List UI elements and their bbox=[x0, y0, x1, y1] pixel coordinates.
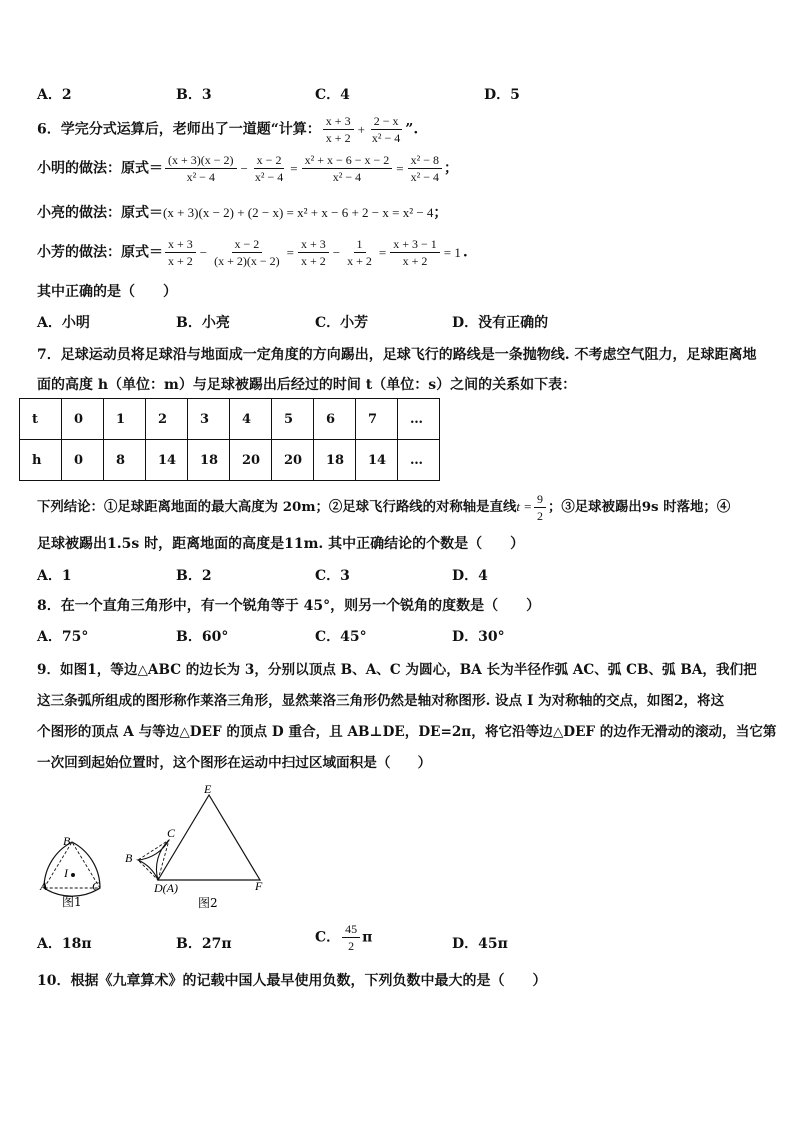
fraction-denominator: x + 2 bbox=[168, 254, 193, 268]
table-cell: t bbox=[20, 399, 62, 440]
fraction-numerator: x + 3 bbox=[323, 114, 354, 130]
q10-stem: 10．根据《九章算术》的记载中国人最早使用负数，下列负数中最大的是（ ） bbox=[37, 973, 547, 989]
fraction-denominator: x² − 4 bbox=[254, 170, 284, 184]
reuleaux-shape bbox=[138, 840, 169, 880]
q5-option-c: C．4 bbox=[315, 87, 350, 103]
figure-2-caption: 图2 bbox=[198, 896, 218, 910]
plus-sign: + bbox=[357, 121, 365, 137]
result: = 1 bbox=[443, 244, 461, 260]
label-b: B bbox=[63, 834, 71, 848]
table-cell: … bbox=[398, 440, 440, 481]
fraction bbox=[534, 492, 546, 523]
q7-stem-line2: 面的高度 h（单位：m）与足球被踢出后经过的时间 t（单位：s）之间的关系如下表： bbox=[37, 377, 577, 393]
fraction-numerator: x + 3 bbox=[165, 237, 196, 253]
q7-option-b: B．2 bbox=[176, 568, 212, 584]
q7-stem-line1: 7．足球运动员将足球沿与地面成一定角度的方向踢出，足球飞行的路线是一条抛物线. 不考虑空气阻力，足球距离地 bbox=[37, 347, 757, 363]
pi-symbol: π bbox=[362, 929, 373, 946]
q6-question: 其中正确的是（ ） bbox=[37, 284, 177, 300]
table-cell: 8 bbox=[104, 440, 146, 481]
table-cell: 20 bbox=[272, 440, 314, 481]
fraction-denominator: x² − 4 bbox=[410, 170, 439, 184]
method-label: 小明的做法：原式＝ bbox=[37, 160, 163, 177]
q6-stem-suffix: ”. bbox=[405, 121, 419, 138]
q7-option-d: D．4 bbox=[452, 568, 488, 584]
table-cell: 0 bbox=[62, 440, 104, 481]
q9-option-c bbox=[315, 922, 372, 953]
q7-stem-line4: 足球被踢出1.5s 时，距离地面的高度是11m. 其中正确结论的个数是（ ） bbox=[37, 536, 525, 552]
table-cell: 5 bbox=[272, 399, 314, 440]
fraction bbox=[408, 153, 442, 184]
table-cell: 14 bbox=[356, 440, 398, 481]
table-cell: 1 bbox=[104, 399, 146, 440]
table-cell: 18 bbox=[314, 440, 356, 481]
q8-stem: 8．在一个直角三角形中，有一个锐角等于 45°，则另一个锐角的度数是（ ） bbox=[37, 598, 541, 614]
fraction-numerator: x + 3 bbox=[298, 237, 329, 253]
q8-option-d: D．30° bbox=[452, 629, 505, 645]
fraction bbox=[344, 237, 375, 268]
fraction-numerator: x − 2 bbox=[254, 153, 285, 169]
q7-option-c: C．3 bbox=[315, 568, 350, 584]
axis-variable: t = bbox=[516, 499, 532, 514]
q7-table bbox=[19, 398, 440, 481]
q6-xiaoming-method bbox=[37, 153, 458, 184]
table-cell: 2 bbox=[146, 399, 188, 440]
fraction-denominator: x + 2 bbox=[325, 131, 351, 145]
q9-stem-line2: 这三条弧所组成的图形称作莱洛三角形，显然莱洛三角形仍然是轴对称图形. 设点 I 为对称轴的交点，如图2，将这 bbox=[37, 693, 725, 709]
table-row-t bbox=[20, 399, 440, 440]
fraction-denominator: 2 bbox=[537, 509, 543, 523]
option-label: C． bbox=[315, 929, 341, 946]
label-a: A bbox=[40, 879, 48, 893]
fraction bbox=[211, 237, 283, 268]
q6-stem-prefix: 6．学完分式运算后，老师出了一道题“计算： bbox=[37, 121, 321, 138]
fraction-numerator: x + 3 − 1 bbox=[390, 237, 440, 253]
q9-option-a: A．18π bbox=[37, 936, 92, 952]
q7-option-a: A．1 bbox=[37, 568, 72, 584]
q6-xiaoliang-method bbox=[37, 202, 447, 222]
fraction bbox=[390, 237, 440, 268]
q9-stem-line3: 个图形的顶点 A 与等边△DEF 的顶点 D 重合，且 AB⊥DE，DE=2π，将它沿等边△DEF 的边作无滑动的滚动，当它第 bbox=[37, 724, 777, 740]
period: . bbox=[462, 244, 468, 261]
table-cell: 0 bbox=[62, 399, 104, 440]
equals-sign: = bbox=[290, 160, 298, 176]
method-expression: (x + 3)(x − 2) + (2 − x) = x² + x − 6 + 2 − x = x² − 4 bbox=[163, 205, 434, 220]
method-label: 小芳的做法：原式＝ bbox=[37, 244, 163, 261]
q6-xiaofang-method bbox=[37, 237, 468, 268]
fraction-numerator: 2 − x bbox=[371, 114, 402, 130]
q9-stem-line1: 9．如图1，等边△ABC 的边长为 3，分别以顶点 B、A、C 为圆心，BA 长为半径作弧 AC、弧 CB、弧 BA，我们把 bbox=[37, 662, 757, 678]
fraction bbox=[298, 237, 329, 268]
semicolon: ； bbox=[443, 160, 458, 177]
center-point-i bbox=[71, 873, 75, 877]
q8-option-c: C．45° bbox=[315, 629, 367, 645]
fraction-numerator: (x + 3)(x − 2) bbox=[165, 153, 237, 169]
minus-sign: − bbox=[332, 244, 341, 260]
label-c: C bbox=[92, 879, 101, 893]
q9-option-d: D．45π bbox=[452, 936, 508, 952]
label-f: F bbox=[255, 879, 263, 893]
figure-2-triangle-def bbox=[118, 782, 278, 912]
fraction-denominator: x² − 4 bbox=[186, 170, 215, 184]
q6-fraction-2 bbox=[369, 114, 403, 145]
table-cell: … bbox=[398, 399, 440, 440]
table-row-h bbox=[20, 440, 440, 481]
q5-option-d: D．5 bbox=[484, 87, 520, 103]
label-d-a: D(A) bbox=[154, 881, 178, 895]
fraction-denominator: (x + 2)(x − 2) bbox=[214, 254, 280, 268]
table-cell: 20 bbox=[230, 440, 272, 481]
q7-conclusions-line bbox=[37, 492, 730, 523]
figure-1-caption: 图1 bbox=[62, 895, 82, 909]
fraction-numerator: x² − 8 bbox=[408, 153, 442, 169]
fraction-denominator: x + 2 bbox=[301, 254, 326, 268]
minus-sign: − bbox=[240, 160, 248, 176]
fraction-numerator: x − 2 bbox=[232, 237, 263, 253]
fraction-numerator: x² + x − 6 − x − 2 bbox=[302, 153, 393, 169]
q8-option-b: B．60° bbox=[176, 629, 229, 645]
fraction-denominator: x + 2 bbox=[347, 254, 372, 268]
equals-sign: = bbox=[378, 244, 387, 260]
q9-option-b: B．27π bbox=[176, 936, 232, 952]
equals-sign: = bbox=[396, 160, 404, 176]
fraction bbox=[302, 153, 393, 184]
table-cell: 4 bbox=[230, 399, 272, 440]
fraction-denominator: x + 2 bbox=[402, 254, 428, 268]
conclusions-text: ；③足球被踢出9s 时落地；④ bbox=[548, 499, 731, 515]
label-c: C bbox=[167, 826, 176, 840]
q6-option-b: B．小亮 bbox=[176, 315, 230, 331]
label-i: I bbox=[64, 866, 68, 880]
fraction-denominator: 2 bbox=[348, 939, 355, 953]
semicolon: ； bbox=[433, 205, 448, 221]
q5-option-a: A．2 bbox=[37, 87, 72, 103]
method-label: 小亮的做法：原式＝ bbox=[37, 205, 163, 221]
q9-stem-line4: 一次回到起始位置时，这个图形在运动中扫过区域面积是（ ） bbox=[37, 755, 432, 771]
figure-1-reuleaux-triangle bbox=[30, 830, 110, 912]
fraction bbox=[342, 922, 360, 953]
fraction-denominator: x² − 4 bbox=[332, 170, 362, 184]
fraction-numerator: 45 bbox=[342, 922, 360, 938]
label-b: B bbox=[125, 851, 133, 865]
table-cell: 6 bbox=[314, 399, 356, 440]
fraction-denominator: x² − 4 bbox=[371, 131, 401, 145]
fraction bbox=[165, 153, 237, 184]
table-cell: 14 bbox=[146, 440, 188, 481]
minus-sign: − bbox=[199, 244, 208, 260]
fraction bbox=[252, 153, 286, 184]
table-cell: 18 bbox=[188, 440, 230, 481]
fraction-numerator: 9 bbox=[534, 492, 546, 508]
table-cell: 3 bbox=[188, 399, 230, 440]
label-e: E bbox=[204, 782, 212, 796]
q6-option-c: C．小芳 bbox=[315, 315, 369, 331]
q6-fraction-1 bbox=[323, 114, 354, 145]
equals-sign: = bbox=[286, 244, 294, 260]
conclusions-text: 下列结论：①足球距离地面的最大高度为 20m；②足球飞行路线的对称轴是直线 bbox=[37, 499, 517, 515]
table-cell: 7 bbox=[356, 399, 398, 440]
q5-option-b: B．3 bbox=[176, 87, 212, 103]
q6-option-a: A．小明 bbox=[37, 315, 90, 331]
fraction bbox=[165, 237, 196, 268]
q6-option-d: D．没有正确的 bbox=[452, 315, 549, 331]
q6-stem bbox=[37, 114, 418, 145]
q8-option-a: A．75° bbox=[37, 629, 89, 645]
fraction-numerator: 1 bbox=[354, 237, 366, 253]
table-cell: h bbox=[20, 440, 62, 481]
